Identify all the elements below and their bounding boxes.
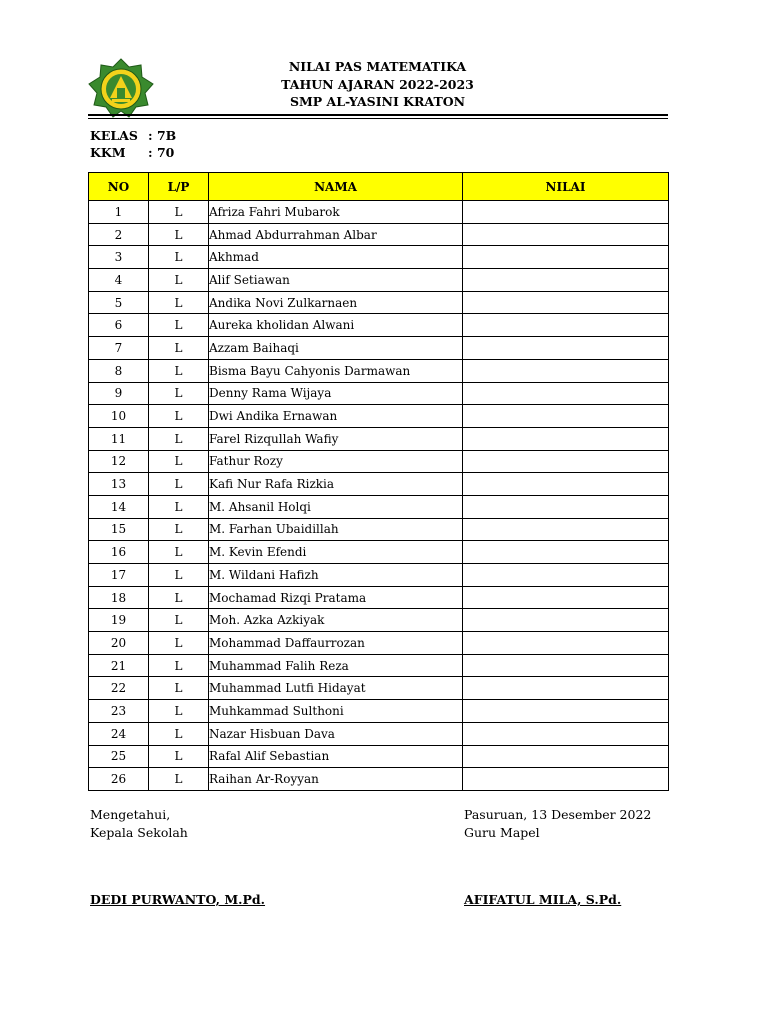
row-nama-cell: M. Kevin Efendi [209,541,463,564]
header-line-1: NILAI PAS MATEMATIKA [288,59,467,74]
table-row [89,450,669,473]
row-nilai-cell [463,201,669,224]
column-header-nilai: NILAI [463,173,669,201]
row-nilai-cell [463,518,669,541]
row-lp-cell: L [149,518,209,541]
row-nilai-cell [463,654,669,677]
row-lp-cell: L [149,495,209,518]
table-row [89,700,669,723]
row-nama-cell: Alif Setiawan [209,269,463,292]
row-nilai-cell [463,700,669,723]
row-no-cell: 11 [89,427,149,450]
column-header-lp: L/P [149,173,209,201]
table-row [89,745,669,768]
signature-right-block [464,806,651,842]
table-row [89,677,669,700]
table-row [89,722,669,745]
row-no-cell: 26 [89,768,149,791]
table-row [89,359,669,382]
row-nilai-cell [463,564,669,587]
row-no-cell: 5 [89,291,149,314]
table-row [89,632,669,655]
row-no-cell: 13 [89,473,149,496]
table-row [89,654,669,677]
row-lp-cell: L [149,359,209,382]
row-nilai-cell [463,495,669,518]
table-row [89,246,669,269]
row-no-cell: 25 [89,745,149,768]
row-nama-cell: Raihan Ar-Royyan [209,768,463,791]
table-row [89,495,669,518]
row-no-cell: 12 [89,450,149,473]
kkm-info [90,145,174,160]
row-lp-cell: L [149,201,209,224]
signature-left-block [90,806,188,842]
row-lp-cell: L [149,291,209,314]
row-lp-cell: L [149,632,209,655]
row-nilai-cell [463,246,669,269]
row-nama-cell: Muhkammad Sulthoni [209,700,463,723]
row-no-cell: 8 [89,359,149,382]
table-row [89,405,669,428]
row-no-cell: 14 [89,495,149,518]
row-lp-cell: L [149,745,209,768]
row-nilai-cell [463,609,669,632]
kelas-info [90,128,176,143]
row-no-cell: 1 [89,201,149,224]
row-nama-cell: Kafi Nur Rafa Rizkia [209,473,463,496]
row-nilai-cell [463,223,669,246]
teacher-name: AFIFATUL MILA, S.Pd. [464,892,622,907]
row-lp-cell: L [149,450,209,473]
row-lp-cell: L [149,473,209,496]
row-nilai-cell [463,314,669,337]
document-header [200,58,555,111]
row-nilai-cell [463,677,669,700]
row-nama-cell: Afriza Fahri Mubarok [209,201,463,224]
row-nilai-cell [463,291,669,314]
kelas-value: : 7B [148,128,177,143]
row-nama-cell: Ahmad Abdurrahman Albar [209,223,463,246]
row-nama-cell: Dwi Andika Ernawan [209,405,463,428]
row-nama-cell: Andika Novi Zulkarnaen [209,291,463,314]
headmaster-name: DEDI PURWANTO, M.Pd. [90,892,266,907]
row-nilai-cell [463,382,669,405]
header-divider-thin [88,118,668,119]
row-nilai-cell [463,473,669,496]
row-nama-cell: Mochamad Rizqi Pratama [209,586,463,609]
row-nama-cell: M. Farhan Ubaidillah [209,518,463,541]
row-no-cell: 6 [89,314,149,337]
row-nilai-cell [463,541,669,564]
row-nama-cell: Muhammad Lutfi Hidayat [209,677,463,700]
row-nilai-cell [463,632,669,655]
table-body [89,201,669,791]
table-row [89,291,669,314]
place-date-label: Pasuruan, 13 Desember 2022 [464,807,652,822]
row-lp-cell: L [149,722,209,745]
row-lp-cell: L [149,541,209,564]
row-no-cell: 3 [89,246,149,269]
row-no-cell: 15 [89,518,149,541]
row-lp-cell: L [149,768,209,791]
row-nama-cell: Aureka kholidan Alwani [209,314,463,337]
row-lp-cell: L [149,246,209,269]
row-nama-cell: Mohammad Daffaurrozan [209,632,463,655]
row-no-cell: 22 [89,677,149,700]
table-row [89,223,669,246]
row-lp-cell: L [149,654,209,677]
column-header-no: NO [89,173,149,201]
row-nama-cell: Fathur Rozy [209,450,463,473]
mengetahui-label: Mengetahui, [90,807,171,822]
row-nama-cell: M. Wildani Hafizh [209,564,463,587]
table-row [89,337,669,360]
row-nilai-cell [463,586,669,609]
row-nilai-cell [463,405,669,428]
table-row [89,382,669,405]
column-header-nama: NAMA [209,173,463,201]
row-no-cell: 2 [89,223,149,246]
table-row [89,427,669,450]
kkm-value: : 70 [148,145,175,160]
grades-table [88,172,669,791]
guru-mapel-label: Guru Mapel [464,825,540,840]
row-nilai-cell [463,269,669,292]
row-lp-cell: L [149,405,209,428]
row-nama-cell: Nazar Hisbuan Dava [209,722,463,745]
row-no-cell: 18 [89,586,149,609]
kkm-label: KKM [90,145,126,160]
row-nama-cell: M. Ahsanil Holqi [209,495,463,518]
row-no-cell: 20 [89,632,149,655]
row-nama-cell: Bisma Bayu Cahyonis Darmawan [209,359,463,382]
table-row [89,201,669,224]
row-lp-cell: L [149,382,209,405]
row-lp-cell: L [149,337,209,360]
header-line-3: SMP AL-YASINI KRATON [289,94,466,109]
row-lp-cell: L [149,269,209,292]
row-lp-cell: L [149,223,209,246]
header-line-2: TAHUN AJARAN 2022-2023 [281,76,474,92]
table-row [89,586,669,609]
row-no-cell: 19 [89,609,149,632]
table-row [89,473,669,496]
row-nilai-cell [463,768,669,791]
row-lp-cell: L [149,314,209,337]
school-emblem-icon [88,58,154,120]
row-lp-cell: L [149,427,209,450]
row-lp-cell: L [149,700,209,723]
row-nama-cell: Farel Rizqullah Wafiy [209,427,463,450]
row-no-cell: 16 [89,541,149,564]
row-nama-cell: Akhmad [209,246,463,269]
row-nilai-cell [463,337,669,360]
row-lp-cell: L [149,564,209,587]
row-nama-cell: Muhammad Falih Reza [209,654,463,677]
kelas-label: KELAS [90,128,138,143]
table-row [89,314,669,337]
row-nilai-cell [463,745,669,768]
header-divider [88,114,668,116]
row-lp-cell: L [149,586,209,609]
table-row [89,269,669,292]
row-nama-cell: Rafal Alif Sebastian [209,745,463,768]
row-nilai-cell [463,427,669,450]
row-no-cell: 9 [89,382,149,405]
row-no-cell: 24 [89,722,149,745]
row-nama-cell: Denny Rama Wijaya [209,382,463,405]
table-row [89,518,669,541]
row-nama-cell: Azzam Baihaqi [209,337,463,360]
row-nilai-cell [463,359,669,382]
row-lp-cell: L [149,677,209,700]
row-no-cell: 17 [89,564,149,587]
table-row [89,564,669,587]
row-no-cell: 7 [89,337,149,360]
row-no-cell: 23 [89,700,149,723]
row-no-cell: 21 [89,654,149,677]
table-header-row [89,173,669,201]
row-nilai-cell [463,722,669,745]
table-row [89,609,669,632]
row-nilai-cell [463,450,669,473]
table-row [89,541,669,564]
table-row [89,768,669,791]
row-lp-cell: L [149,609,209,632]
row-no-cell: 10 [89,405,149,428]
row-no-cell: 4 [89,269,149,292]
row-nama-cell: Moh. Azka Azkiyak [209,609,463,632]
kepala-sekolah-label: Kepala Sekolah [90,825,188,840]
